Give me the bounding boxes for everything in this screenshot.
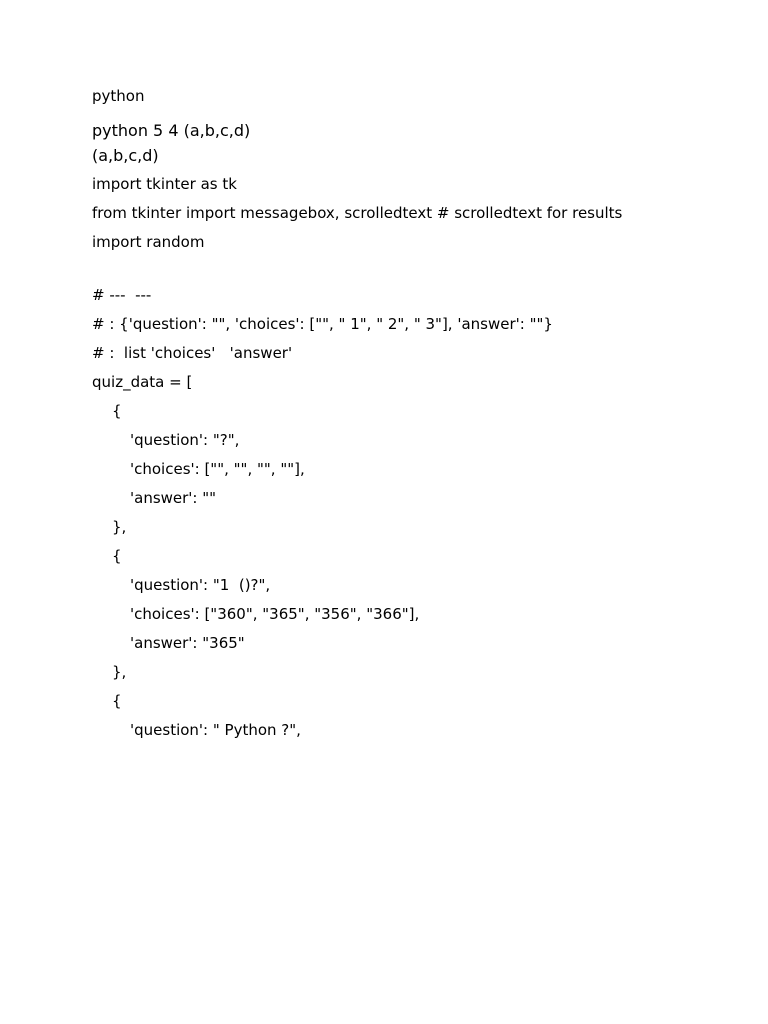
blank-line <box>92 261 708 285</box>
code-line: }, <box>112 518 127 536</box>
code-line: import random <box>92 233 205 251</box>
code-line: { <box>112 692 122 710</box>
code-line: 'question': " Python ?", <box>130 721 301 739</box>
code-comment: # --- --- <box>92 286 152 304</box>
code-comment: # : {'question': "", 'choices': ["", " 1", " 2", " 3"], 'answer': ""} <box>92 315 553 333</box>
code-line: { <box>112 547 122 565</box>
code-line: 'choices': ["", "", "", ""], <box>130 460 305 478</box>
document-title: python <box>92 87 145 105</box>
code-line: 'answer': "" <box>130 489 217 507</box>
code-line: 'choices': ["360", "365", "356", "366"], <box>130 605 420 623</box>
code-line: 'answer': "365" <box>130 634 245 652</box>
code-line: { <box>112 402 122 420</box>
code-line: quiz_data = [ <box>92 373 193 391</box>
code-line: from tkinter import messagebox, scrolledtext # scrolledtext for results <box>92 204 623 222</box>
code-line: 'question': "?", <box>130 431 240 449</box>
code-line: 'question': "1 ()?", <box>130 576 271 594</box>
code-line: import tkinter as tk <box>92 175 237 193</box>
code-line: }, <box>112 663 127 681</box>
code-comment: # : list 'choices' 'answer' <box>92 344 293 362</box>
document-intro: python 5 4 (a,b,c,d) (a,b,c,d) <box>92 121 251 165</box>
